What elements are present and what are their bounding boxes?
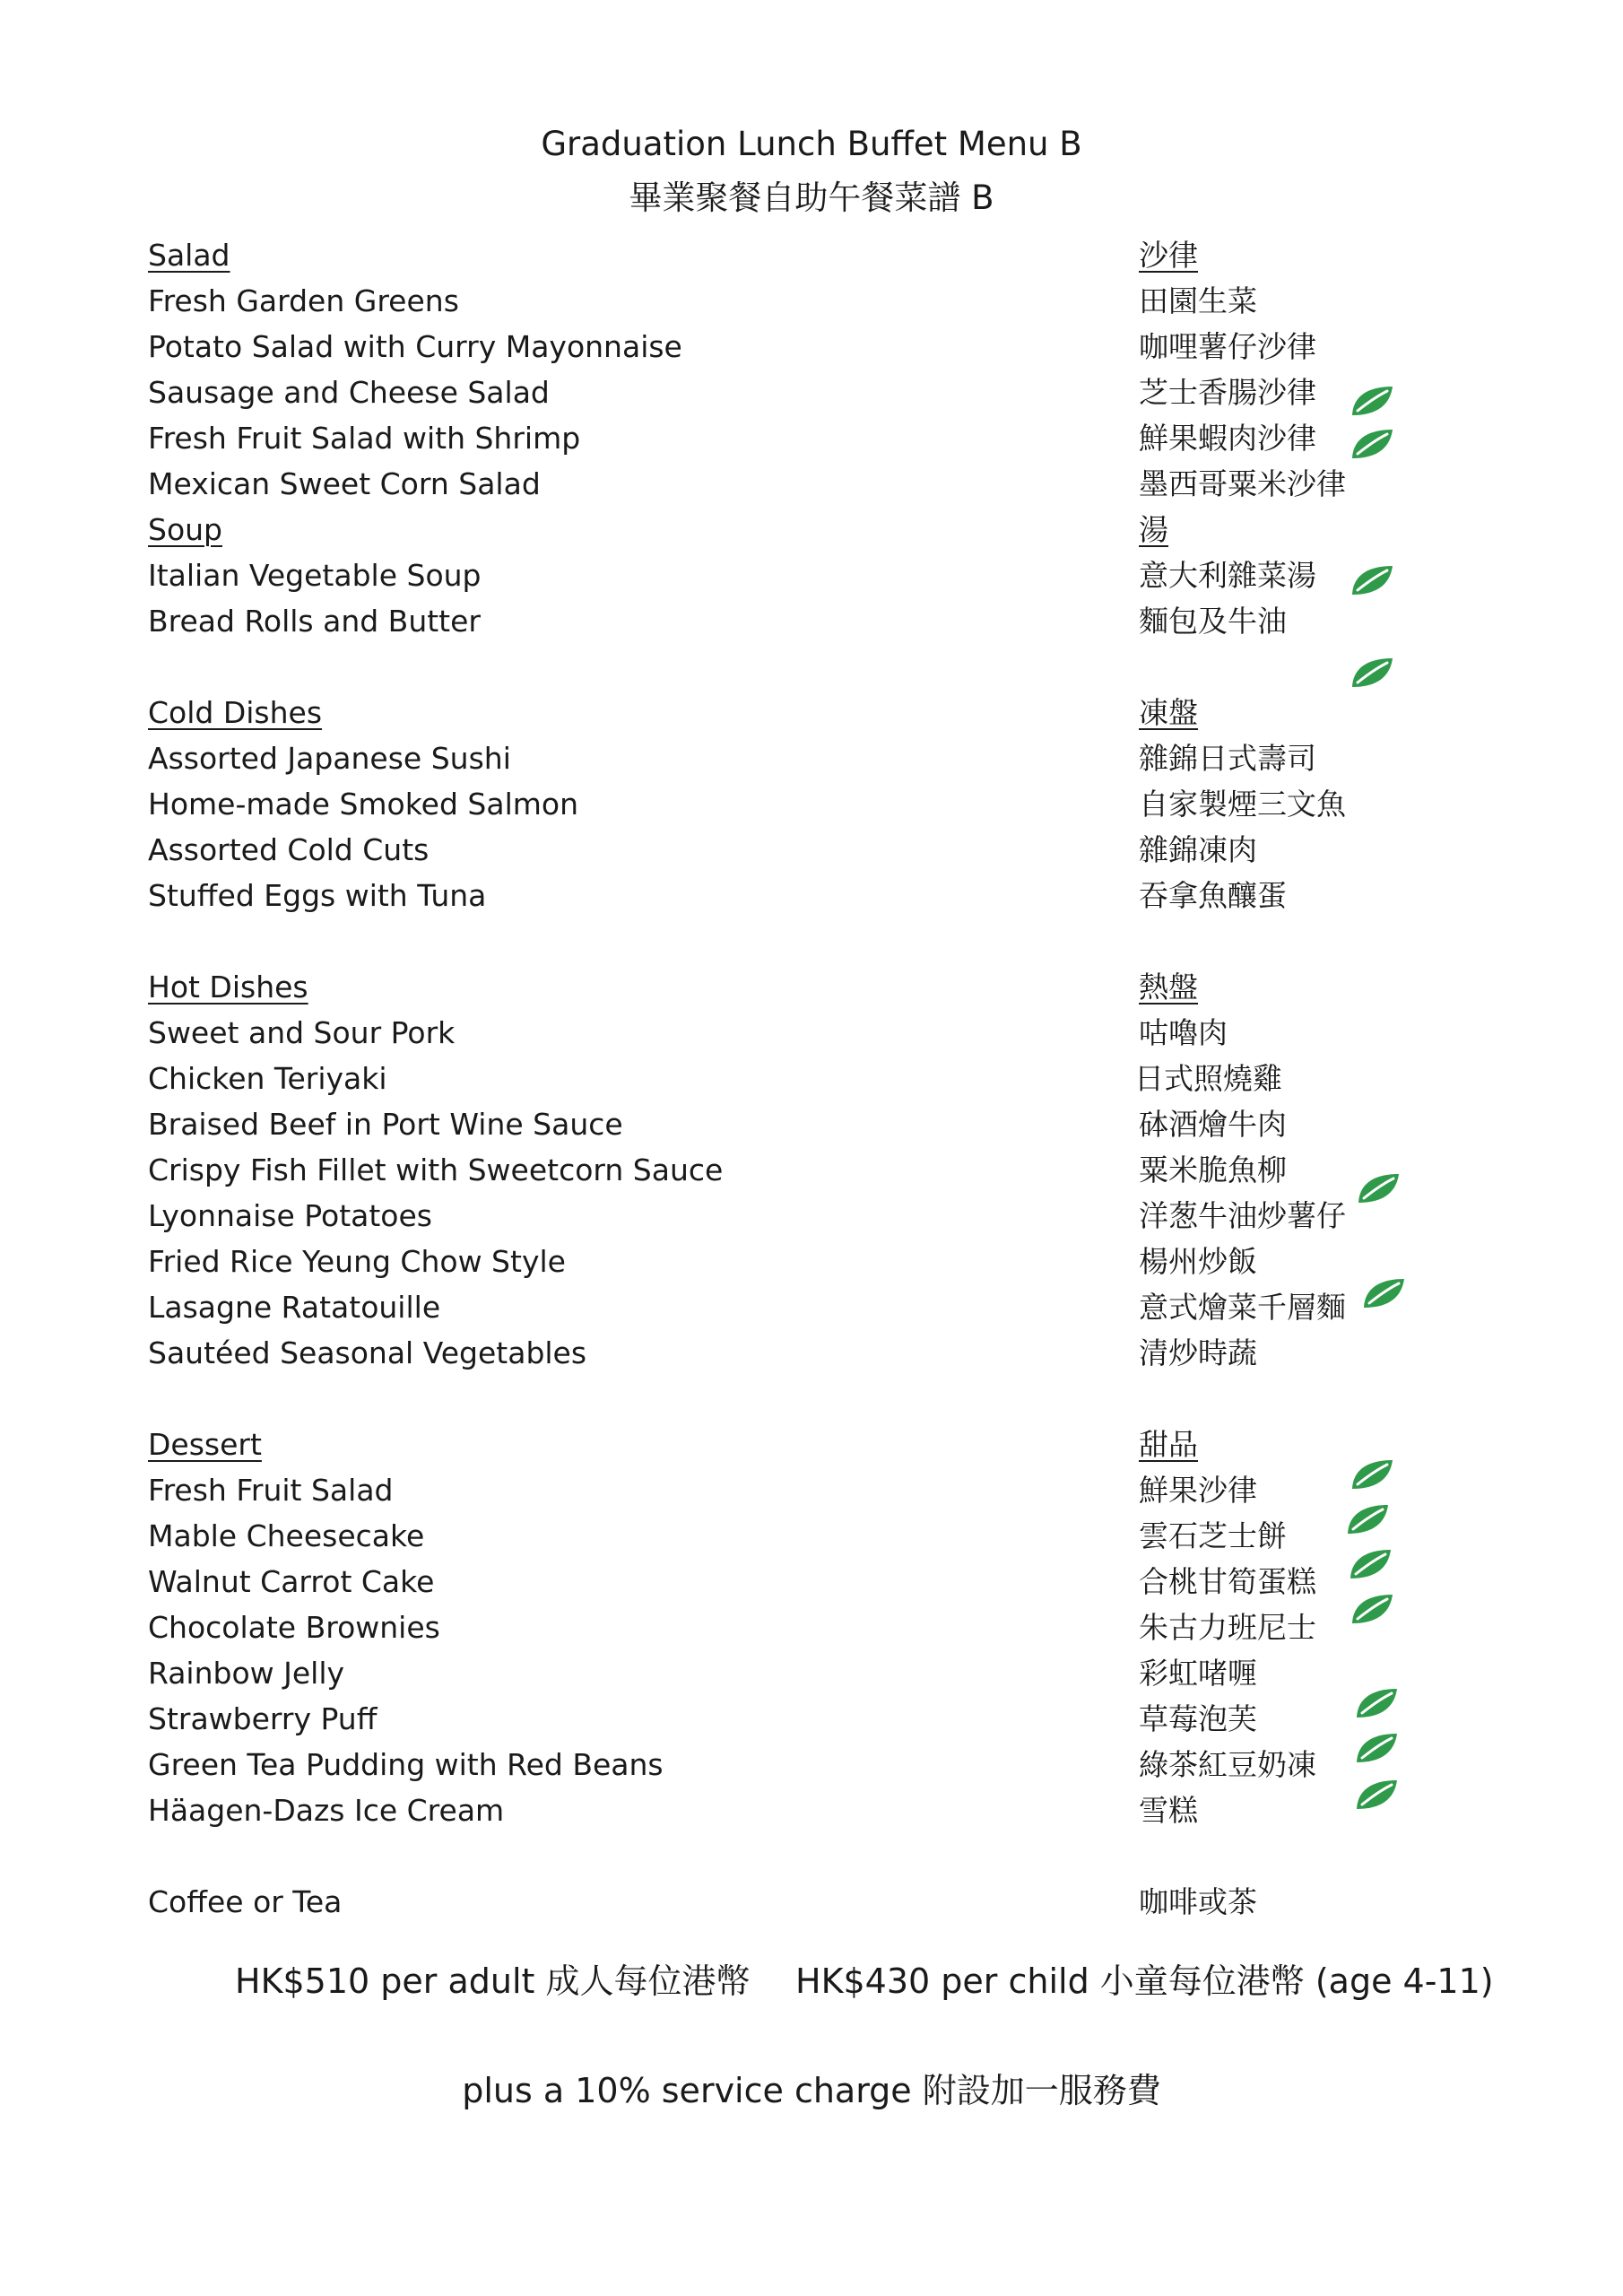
menu-item: [0, 278, 1623, 324]
item-english: Häagen-Dazs Ice Cream: [148, 1793, 505, 1828]
leaf-icon: [1350, 427, 1394, 461]
item-chinese: 彩虹啫喱: [1139, 1656, 1257, 1691]
menu-item: [0, 324, 1623, 370]
section-heading-cold-dishes: [0, 690, 1623, 735]
item-chinese: 清炒時蔬: [1139, 1335, 1257, 1370]
leaf-icon: [1345, 1502, 1390, 1536]
item-english: Walnut Carrot Cake: [148, 1564, 435, 1599]
leaf-icon: [1348, 1547, 1393, 1581]
item-chinese: 咕嚕肉: [1139, 1015, 1228, 1050]
spacer-row: [0, 1833, 1623, 1879]
section-heading-salad: [0, 232, 1623, 278]
item-english: Sweet and Sour Pork: [148, 1015, 456, 1050]
item-english: Soup: [148, 512, 222, 547]
item-chinese: 咖哩薯仔沙律: [1139, 329, 1316, 364]
item-english: Assorted Japanese Sushi: [148, 741, 511, 776]
item-chinese: 沙律: [1139, 238, 1198, 273]
item-english: Home-made Smoked Salmon: [148, 787, 579, 822]
item-english: Sausage and Cheese Salad: [148, 375, 550, 410]
menu-item: [0, 598, 1623, 644]
item-english: Cold Dishes: [148, 695, 323, 730]
leaf-icon: [1354, 1731, 1399, 1765]
item-chinese: 雜錦日式壽司: [1139, 741, 1316, 776]
service-charge-note: plus a 10% service charge 附設加一服務費: [462, 2071, 1161, 2110]
menu-item: [0, 1010, 1623, 1056]
item-chinese: 自家製煙三文魚: [1139, 787, 1346, 822]
leaf-icon: [1350, 384, 1394, 418]
item-chinese: 雪糕: [1139, 1793, 1198, 1828]
item-english: Potato Salad with Curry Mayonnaise: [148, 329, 682, 364]
item-english: Coffee or Tea: [148, 1884, 343, 1919]
menu-item: [0, 827, 1623, 873]
item-chinese: 砵酒燴牛肉: [1139, 1107, 1287, 1142]
item-english: Bread Rolls and Butter: [148, 604, 481, 639]
item-chinese: 墨西哥粟米沙律: [1139, 466, 1346, 501]
item-chinese: 洋葱牛油炒薯仔: [1139, 1198, 1346, 1233]
item-english: Chicken Teriyaki: [148, 1061, 387, 1096]
item-chinese: 綠茶紅豆奶凍: [1139, 1747, 1316, 1782]
item-chinese: 雲石芝士餅: [1139, 1518, 1287, 1553]
item-english: Rainbow Jelly: [148, 1656, 345, 1691]
item-english: Chocolate Brownies: [148, 1610, 440, 1645]
item-chinese: 合桃甘筍蛋糕: [1139, 1564, 1316, 1599]
item-english: Braised Beef in Port Wine Sauce: [148, 1107, 623, 1142]
item-english: Assorted Cold Cuts: [148, 832, 430, 867]
item-english: Lasagne Ratatouille: [148, 1290, 441, 1325]
item-english: Fresh Fruit Salad: [148, 1473, 394, 1508]
item-english: Fried Rice Yeung Chow Style: [148, 1244, 566, 1279]
item-chinese: 麵包及牛油: [1139, 604, 1287, 639]
item-chinese: 鮮果沙律: [1139, 1473, 1257, 1508]
item-english: Dessert: [148, 1427, 262, 1462]
item-chinese: 吞拿魚釀蛋: [1139, 878, 1287, 913]
section-heading-soup: [0, 507, 1623, 552]
item-chinese: 意式燴菜千層麵: [1139, 1290, 1346, 1325]
item-chinese: 鮮果蝦肉沙律: [1139, 421, 1316, 456]
menu-item: [0, 735, 1623, 781]
item-english: Fresh Fruit Salad with Shrimp: [148, 421, 581, 456]
leaf-icon: [1350, 563, 1394, 597]
spacer-row: [0, 1376, 1623, 1422]
menu-title-english: Graduation Lunch Buffet Menu B: [541, 125, 1082, 163]
menu-item: [0, 781, 1623, 827]
menu-list: [0, 232, 1623, 1925]
item-english: Mexican Sweet Corn Salad: [148, 466, 541, 501]
leaf-icon: [1361, 1276, 1406, 1310]
item-english: Fresh Garden Greens: [148, 283, 459, 318]
item-chinese: 芝士香腸沙律: [1139, 375, 1316, 410]
menu-item: [0, 873, 1623, 918]
item-chinese: 意大利雜菜湯: [1139, 558, 1316, 593]
item-chinese: 田園生菜: [1139, 283, 1257, 318]
item-english: Hot Dishes: [148, 970, 308, 1004]
section-heading-hot-dishes: [0, 964, 1623, 1010]
item-chinese: 粟米脆魚柳: [1139, 1152, 1287, 1187]
item-english: Lyonnaise Potatoes: [148, 1198, 432, 1233]
item-chinese: 雜錦凍肉: [1139, 832, 1257, 867]
price-adult: HK$510 per adult 成人每位港幣: [235, 1961, 751, 2001]
item-chinese: 草莓泡芙: [1139, 1701, 1257, 1736]
menu-item: [0, 1330, 1623, 1376]
item-chinese: 熱盤: [1139, 970, 1198, 1004]
item-chinese: 甜品: [1139, 1427, 1198, 1462]
item-chinese: 楊州炒飯: [1139, 1244, 1257, 1279]
leaf-icon: [1350, 656, 1394, 690]
menu-item: [0, 461, 1623, 507]
menu-item-coffee-tea: [0, 1879, 1623, 1925]
leaf-icon: [1354, 1686, 1399, 1720]
menu-item: [0, 1101, 1623, 1147]
menu-title-chinese: 畢業聚餐自助午餐菜譜 B: [629, 178, 994, 217]
leaf-icon: [1350, 1592, 1394, 1626]
price-child: HK$430 per child 小童每位港幣 (age 4-11): [795, 1961, 1494, 2001]
item-english: Salad: [148, 238, 230, 273]
item-chinese: 凍盤: [1139, 695, 1198, 730]
item-chinese: 日式照燒雞: [1134, 1061, 1282, 1096]
item-english: Sautéed Seasonal Vegetables: [148, 1335, 587, 1370]
item-english: Italian Vegetable Soup: [148, 558, 482, 593]
leaf-icon: [1356, 1171, 1401, 1205]
leaf-icon: [1350, 1457, 1394, 1492]
item-english: Mable Cheesecake: [148, 1518, 425, 1553]
item-english: Green Tea Pudding with Red Beans: [148, 1747, 664, 1782]
item-chinese: 湯: [1139, 512, 1168, 547]
spacer-row: [0, 918, 1623, 964]
menu-item: [0, 1056, 1623, 1101]
item-english: Crispy Fish Fillet with Sweetcorn Sauce: [148, 1152, 724, 1187]
item-chinese: 朱古力班尼士: [1139, 1610, 1316, 1645]
item-english: Strawberry Puff: [148, 1701, 378, 1736]
item-chinese: 咖啡或茶: [1139, 1884, 1257, 1919]
item-english: Stuffed Eggs with Tuna: [148, 878, 487, 913]
leaf-icon: [1354, 1778, 1399, 1812]
